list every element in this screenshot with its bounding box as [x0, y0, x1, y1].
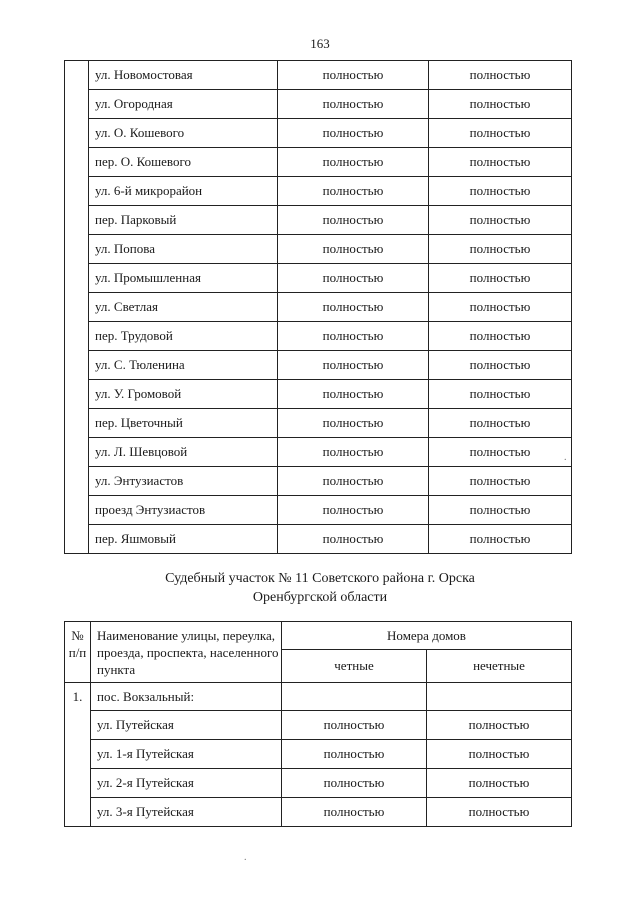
even-houses: полностью	[278, 148, 429, 177]
street-name: ул. С. Тюленина	[89, 351, 278, 380]
table-row	[65, 148, 572, 177]
table-row	[65, 177, 572, 206]
even-houses: полностью	[278, 235, 429, 264]
odd-houses: полностью	[429, 380, 572, 409]
odd-houses: полностью	[429, 119, 572, 148]
even-houses: полностью	[282, 798, 427, 827]
street-name: пер. О. Кошевого	[89, 148, 278, 177]
street-name: ул. Промышленная	[89, 264, 278, 293]
settlement-even	[282, 683, 427, 711]
odd-houses: полностью	[429, 148, 572, 177]
odd-houses: полностью	[429, 235, 572, 264]
even-houses: полностью	[282, 740, 427, 769]
table-row	[65, 119, 572, 148]
street-name: ул. Л. Шевцовой	[89, 438, 278, 467]
table-row	[65, 467, 572, 496]
table-row	[65, 438, 572, 467]
street-name: ул. Новомостовая	[89, 61, 278, 90]
header-street-name: Наименование улицы, переулка, проезда, проспекта, населенного пункта	[91, 622, 282, 683]
street-name: ул. 1-я Путейская	[91, 740, 282, 769]
odd-houses: полностью	[427, 769, 572, 798]
street-name: ул. Светлая	[89, 293, 278, 322]
table-row	[65, 351, 572, 380]
odd-houses: полностью	[429, 264, 572, 293]
street-name: ул. Огородная	[89, 90, 278, 119]
table-row	[65, 740, 572, 769]
odd-houses: полностью	[429, 438, 572, 467]
even-houses: полностью	[278, 206, 429, 235]
street-name: пер. Парковый	[89, 206, 278, 235]
settlement-number: 1.	[65, 683, 91, 827]
street-name: ул. 3-я Путейская	[91, 798, 282, 827]
table-row	[65, 61, 572, 90]
district-11-table	[64, 621, 572, 827]
table-row	[65, 409, 572, 438]
street-name: ул. Путейская	[91, 711, 282, 740]
odd-houses: полностью	[429, 496, 572, 525]
table-row	[65, 525, 572, 554]
settlement-name: пос. Вокзальный:	[91, 683, 282, 711]
table-row	[65, 496, 572, 525]
header-number: № п/п	[65, 622, 91, 683]
settlement-row	[65, 683, 572, 711]
table-row	[65, 711, 572, 740]
odd-houses: полностью	[429, 322, 572, 351]
odd-houses: полностью	[429, 351, 572, 380]
even-houses: полностью	[278, 264, 429, 293]
even-houses: полностью	[278, 525, 429, 554]
even-houses: полностью	[278, 438, 429, 467]
even-houses: полностью	[278, 90, 429, 119]
even-houses: полностью	[278, 177, 429, 206]
even-houses: полностью	[278, 409, 429, 438]
section-title-line1: Судебный участок № 11 Советского района г. Орска	[165, 571, 475, 586]
street-name: ул. 6-й микрорайон	[89, 177, 278, 206]
table-row	[65, 264, 572, 293]
odd-houses: полностью	[427, 798, 572, 827]
even-houses: полностью	[278, 467, 429, 496]
even-houses: полностью	[278, 61, 429, 90]
odd-houses: полностью	[429, 409, 572, 438]
table-row	[65, 769, 572, 798]
street-table-body	[65, 61, 572, 554]
street-name: пер. Яшмовый	[89, 525, 278, 554]
table-row	[65, 798, 572, 827]
even-houses: полностью	[278, 293, 429, 322]
settlement-odd	[427, 683, 572, 711]
odd-houses: полностью	[429, 206, 572, 235]
street-name: пер. Цветочный	[89, 409, 278, 438]
street-name: ул. Попова	[89, 235, 278, 264]
page-number: 163	[310, 36, 330, 51]
odd-houses: полностью	[427, 711, 572, 740]
street-name: ул. Энтузиастов	[89, 467, 278, 496]
section-title-line2: Оренбургской области	[252, 590, 388, 605]
even-houses: полностью	[278, 380, 429, 409]
even-houses: полностью	[282, 711, 427, 740]
even-houses: полностью	[282, 769, 427, 798]
odd-houses: полностью	[429, 293, 572, 322]
header-odd: нечетные	[427, 650, 572, 683]
odd-houses: полностью	[429, 90, 572, 119]
even-houses: полностью	[278, 119, 429, 148]
scan-speck: .	[244, 852, 247, 863]
odd-houses: полностью	[427, 740, 572, 769]
table-row	[65, 293, 572, 322]
table-header-row	[65, 622, 572, 650]
odd-houses: полностью	[429, 61, 572, 90]
row-number-cell	[65, 61, 89, 554]
odd-houses: полностью	[429, 467, 572, 496]
header-house-numbers: Номера домов	[282, 622, 572, 650]
table-row	[65, 322, 572, 351]
street-name: ул. О. Кошевого	[89, 119, 278, 148]
street-name: ул. У. Громовой	[89, 380, 278, 409]
section-title	[0, 569, 640, 607]
scan-speck: .	[564, 452, 567, 463]
table-row	[65, 235, 572, 264]
even-houses: полностью	[278, 322, 429, 351]
table-row	[65, 206, 572, 235]
even-houses: полностью	[278, 351, 429, 380]
even-houses: полностью	[278, 496, 429, 525]
odd-houses: полностью	[429, 177, 572, 206]
table-row	[65, 90, 572, 119]
odd-houses: полностью	[429, 525, 572, 554]
street-table-continued	[64, 60, 572, 554]
street-name: ул. 2-я Путейская	[91, 769, 282, 798]
street-name: пер. Трудовой	[89, 322, 278, 351]
street-name: проезд Энтузиастов	[89, 496, 278, 525]
table-row	[65, 380, 572, 409]
district-11-table-body	[65, 622, 572, 827]
header-even: четные	[282, 650, 427, 683]
